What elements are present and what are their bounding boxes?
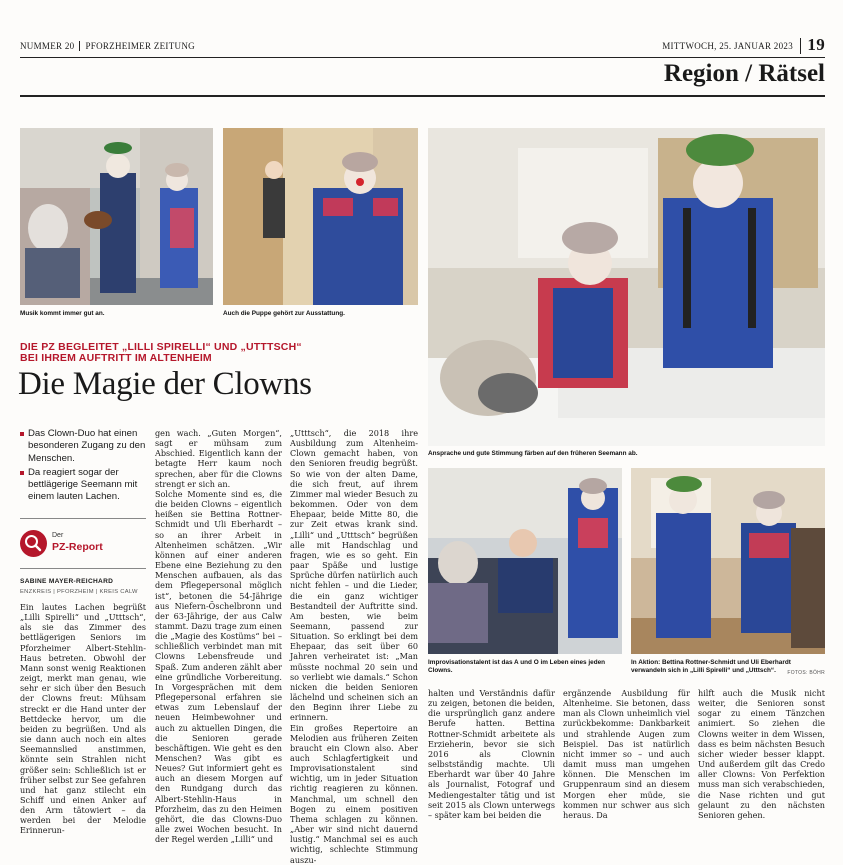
author: SABINE MAYER-REICHARD bbox=[20, 578, 114, 585]
kicker: DIE PZ BEGLEITET „LILLI SPIRELLI“ UND „UTTTSCH“ BEI IHREM AUFTRITT IM ALTENHEIM bbox=[20, 341, 302, 364]
dateline-place: ENZKREIS | PFORZHEIM | KREIS CALW bbox=[20, 589, 138, 595]
caption-photo-puppet: Auch die Puppe gehört zur Ausstattung. bbox=[223, 310, 345, 317]
bullet-item: Da reagiert sogar der bettlägerige Seemann mit einem lauten Lachen. bbox=[20, 467, 146, 504]
photo-improvisation bbox=[428, 468, 622, 654]
section-rule bbox=[20, 95, 825, 97]
page-number: 19 bbox=[807, 35, 825, 54]
caption-photo-music: Musik kommt immer gut an. bbox=[20, 310, 105, 317]
body-column-1: Ein lautes Lachen begrüßt „Lilli Spirelli“ und „Utttsch“, als sie das Zimmer des bettlägerigen Seniors im Pforzheimer Albert-Stehlin-Haus betreten. Obwohl der Mann sonst wenig Reaktionen zeigt, merkt man genau, wie sehr er sich über den Besuch der Clowns freut: Mühsam streckt er die Hand unter der Bettdecke hervor, um die beiden zu begrüßen. Und als sie dann auch noch ein altes Seemannslied anstimmen, könnte sein Strahlen nicht größer sein: Schließlich ist er früher selbst zur See gefahren und hat ganz stilecht ein Schiff und einen Anker auf den Arm tätowiert – da werden bei der Melodie Erinnerun- bbox=[20, 602, 146, 836]
body-column-5: ergänzende Ausbildung für Altenheime. Sie betonen, dass man als Clown unheimlich viel zurückbekomme: Dankbarkeit und strahlende Augen zum Beispiel. Das ist natürlich nicht immer so – und auch damit muss man umgehen können. Die Menschen im Gruppenraum sind an diesem Morgen eher müde, sie kommen nur schwer aus sich heraus. Da bbox=[563, 688, 690, 820]
teaser-bullets bbox=[20, 428, 146, 506]
caption-photo-in-action: In Aktion: Bettina Rottner-Schmidt und Uli Eberhardt verwandeln sich in „Lilli Spirelli“ und „Utttsch“. bbox=[631, 659, 791, 674]
caption-photo-seaman: Ansprache und gute Stimmung färben auf den früheren Seemann ab. bbox=[428, 450, 638, 457]
photo-puppet bbox=[223, 128, 418, 305]
pz-report-badge bbox=[20, 530, 150, 558]
report-prefix: Der bbox=[52, 532, 64, 539]
issue-date: MITTWOCH, 25. JANUAR 2023 bbox=[662, 41, 793, 51]
masthead bbox=[20, 37, 825, 57]
photo-music-clowns bbox=[20, 128, 213, 305]
photo-seaman-bed bbox=[428, 128, 825, 446]
bullet-item: Das Clown-Duo hat einen besonderen Zugang zu den Menschen. bbox=[20, 428, 146, 465]
headline: Die Magie der Clowns bbox=[18, 366, 312, 402]
magnifier-icon bbox=[20, 530, 47, 557]
teaser-rule bbox=[20, 518, 146, 519]
report-name: PZ-Report bbox=[52, 541, 103, 553]
photo-credit: FOTOS: BÖHR bbox=[787, 670, 825, 676]
report-rule bbox=[20, 568, 146, 569]
section-title: Region / Rätsel bbox=[663, 60, 825, 87]
masthead-rule bbox=[20, 57, 825, 58]
body-column-2: gen wach. „Guten Morgen“, sagt er mühsam zum Abschied. Eigentlich kann der betagte Herr kaum noch sprechen, aber für die Clowns strengt er sich an. Solche Momente sind es, die die beiden Clowns – eigentlich heißen sie Bettina Rottner-Schmidt und Uli Eberhardt – so an ihrer Arbeit in Altenheimen schätzen. „Wir können auf einer anderen Ebene eine Beziehung zu den Menschen aufbauen, als das dem Pflegepersonal möglich ist“, betonen die 54-Jährige aus Niefern-Öschelbronn und der 63-Jährige, der aus Calw stammt. Dazu trage zum einen die „Magie des Kostüms“ bei – schließlich verbindet man mit Clowns Lebensfreude und Spaß. Zum anderen zählt aber eine gründliche Vorbereitung. In Vorgesprächen mit dem Pflegepersonal erfahren sie etwas zum Lebenslauf der neuen Heimbewohner und auch zu aktuellen Dingen, die die Senioren gerade beschäftigen. Wie geht es den Menschen? Was gibt es Neues? Gut informiert geht es auch an diesem Morgen auf den Rundgang durch das Albert-Stehlin-Haus in Pforzheim, das zu den Heimen gehört, die das Clowns-Duo alle zwei Wochen besucht. In der Regel werden „Lilli“ und bbox=[155, 428, 282, 845]
body-column-4: halten und Verständnis dafür zu zeigen, betonen die beiden, die ursprünglich ganz andere Berufe hatten. Bettina Rottner-Schmidt arbeitete als Erzieherin, bevor sie sich 2016 als Clownin selbstständig machte. Uli Eberhardt war über 40 Jahre als Journalist, Fotograf und Mediengestalter tätig und ist seit 2015 als Clown unterwegs – später kam bei beiden die bbox=[428, 688, 555, 820]
masthead-divider bbox=[800, 38, 801, 54]
body-column-6: hilft auch die Musik nicht weiter, die Senioren sonst sogar zu einem Tänzchen animiert. So ziehen die Clowns weiter in dem Wissen, dass es beim nächsten Besuch sicher wieder besser klappt. Und außerdem gilt das Credo aller Clowns: Von Perfektion muss man sich verabschieden, die Nase richten und gut gelaunt zu den nächsten Senioren gehen. bbox=[698, 688, 825, 820]
issue-and-paper: NUMMER 20 PFORZHEIMER ZEITUNG bbox=[20, 41, 195, 51]
body-column-3: „Utttsch“, die 2018 ihre Ausbildung zum Altenheim-Clown gemacht haben, von den Senioren freudig begrüßt. So wie von der alten Dame, die sich freut, auf ihrem Zimmer mal wieder Besuch zu bekommen. Oder von dem Ehepaar, beide Mitte 80, die zur Zeit etwas krank sind. „Lilli“ und „Utttsch“ begrüßen alle mit Handschlag und fragen, wie es so geht. Ein paar Späße und lustige Sprüche dürfen natürlich auch nicht fehlen – und die Lieder, die ein ganz wichtiger Bestandteil der Auftritte sind. Am besten, wie beim Seemann, passend zur Situation. So erklingt bei dem Ehepaar, das seit über 60 Jahren verheiratet ist: „Man müsste nochmal 20 sein und so verliebt wie damals.“ Schon nicken die beiden Senioren lächelnd und scheinen sich an den Beginn ihrer Liebe zu erinnern. Ein großes Repertoire an Melodien aus früheren Zeiten braucht ein Clown also. Aber auch Schlagfertigkeit und Improvisationstalent sind wichtig, um in jeder Situation richtig reagieren zu können. Manchmal, um schnell den Bogen zu einem positiven Thema schlagen zu können. „Aber wir sind nicht dauernd lustig.“ Manchmal sei es auch wichtig, schlechte Stimmung auszu- bbox=[290, 428, 418, 865]
caption-photo-improvisation: Improvisationstalent ist das A und O im Leben eines jeden Clowns. bbox=[428, 659, 606, 674]
photo-in-action bbox=[631, 468, 825, 654]
